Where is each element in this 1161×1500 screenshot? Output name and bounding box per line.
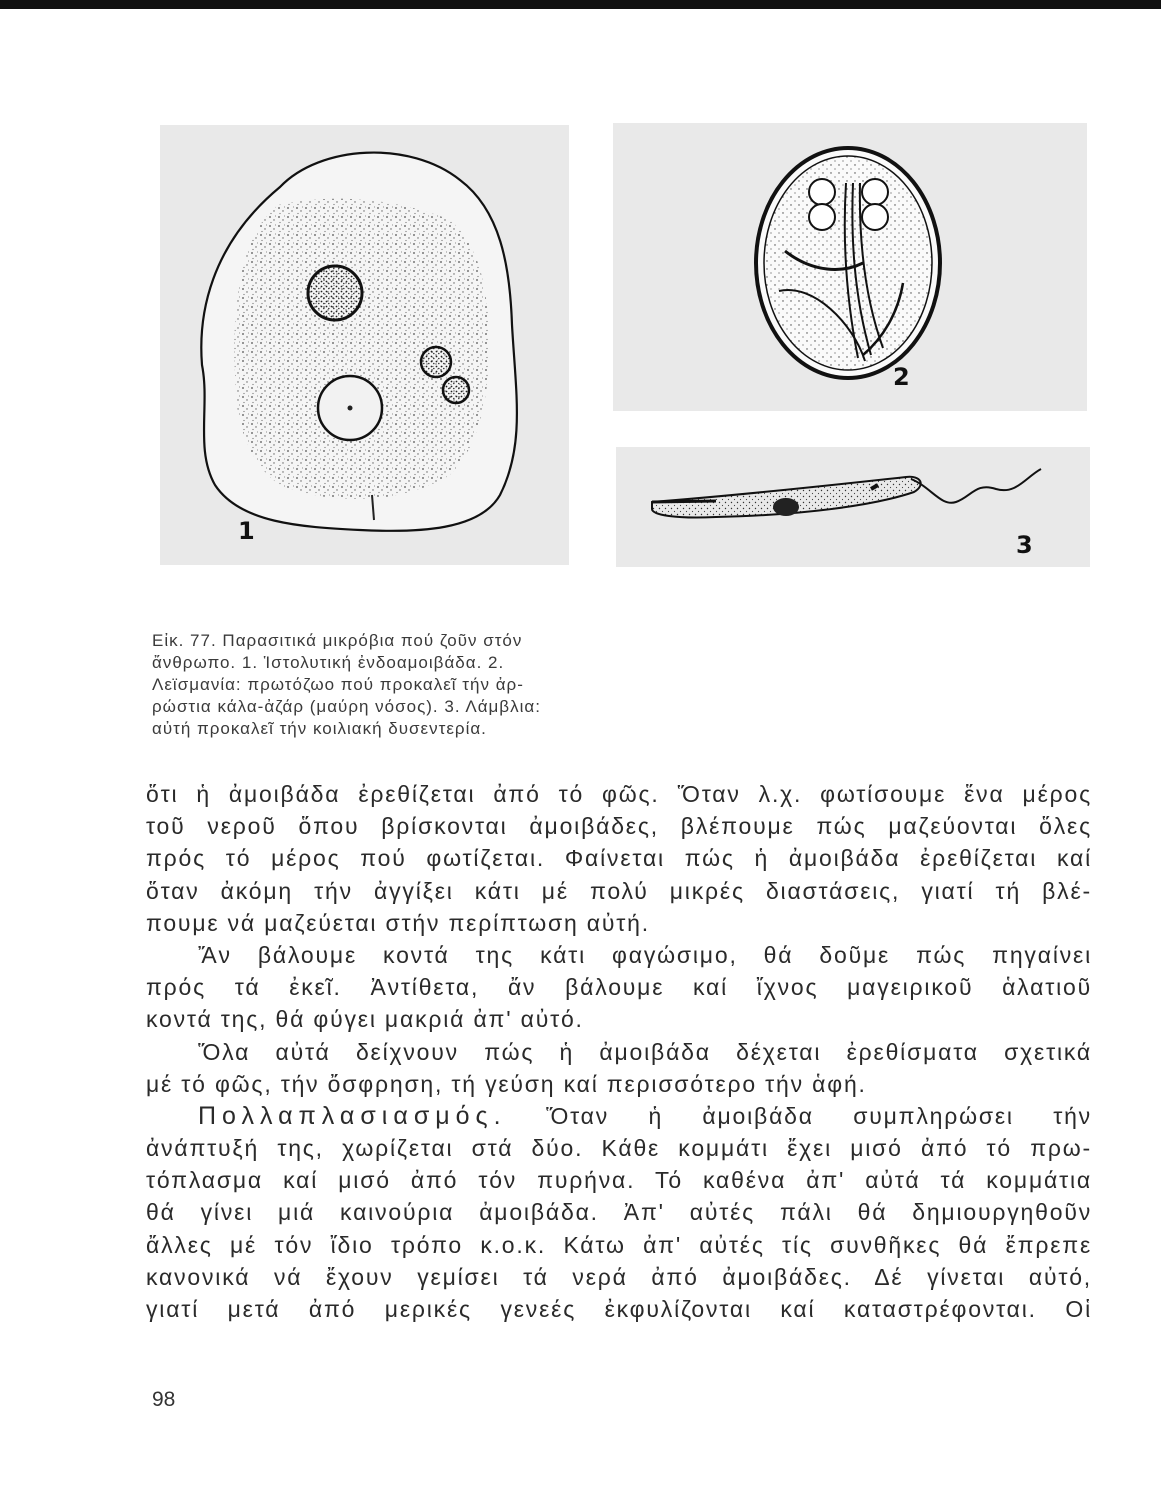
body-line: Ἄν βάλουμε κοντά της κάτι φαγώσιμο, θά δοῦμε πώς πηγαίνει xyxy=(198,941,1092,968)
caption-line: Λεϊσμανία: πρωτόζωο πού προκαλεῖ τήν ἀρ- xyxy=(152,675,524,694)
body-line: ὅτι ἡ ἀμοιβάδα ἐρεθίζεται ἀπό τό φῶς. Ὅταν λ.χ. φωτίσουμε ἕνα μέρος xyxy=(146,781,1092,807)
body-line: ἀνάπτυξή της, χωρίζεται στά δύο. Κάθε κομμάτι ἔχει μισό ἀπό τό πρω- xyxy=(146,1135,1092,1162)
amoeba-illustration xyxy=(160,125,569,565)
section-heading: Πολλαπλασιασμός. xyxy=(198,1101,507,1130)
page-number: 98 xyxy=(152,1388,176,1411)
caption-line: ἄνθρωπο. 1. Ἱστολυτική ἐνδοαμοιβάδα. 2. xyxy=(152,653,505,672)
figure-1-label: 1 xyxy=(238,517,255,545)
body-line: θά γίνει μιά καινούρια ἀμοιβάδα. Ἀπ' αὐτές πάλι θά δημιουργηθοῦν xyxy=(146,1199,1092,1226)
body-line: κοντά της, θά φύγει μακριά ἀπ' αὐτό. xyxy=(146,1006,584,1033)
body-line: Ὅλα αὐτά δείχνουν πώς ἡ ἀμοιβάδα δέχεται ἐρεθίσματα σχετικά xyxy=(198,1038,1092,1065)
body-line-rest: Ὅταν ἡ ἀμοιβάδα συμπληρώσει τήν xyxy=(545,1102,1092,1129)
figure-3-label: 3 xyxy=(1016,531,1033,559)
heading-line xyxy=(146,1100,1092,1132)
caption-line: Εἰκ. 77. Παρασιτικά μικρόβια πού ζοῦν στόν xyxy=(152,631,523,650)
figure-amoeba xyxy=(160,125,569,565)
figure-caption xyxy=(152,630,622,740)
page-top-edge xyxy=(0,0,1161,9)
body-line: τόπλασμα καί μισό ἀπό τόν πυρήνα. Τό καθένα ἀπ' αὐτά τά κομμάτια xyxy=(146,1167,1092,1194)
body-text xyxy=(146,778,1092,1325)
body-line: γιατί μετά ἀπό μερικές γενεές ἐκφυλίζονται καί καταστρέφονται. Οἱ xyxy=(146,1296,1092,1322)
body-line: πρός τά ἐκεῖ. Ἀντίθετα, ἄν βάλουμε καί ἴχνος μαγειρικοῦ ἁλατιοῦ xyxy=(146,974,1092,1001)
caption-line: αὐτή προκαλεῖ τήν κοιλιακή δυσεντερία. xyxy=(152,719,487,738)
figure-flagellate xyxy=(616,447,1090,567)
body-line: πρός τό μέρος πού φωτίζεται. Φαίνεται πώς ἡ ἀμοιβάδα ἐρεθίζεται καί xyxy=(146,845,1092,872)
caption-line: ρώστια κάλα-ἀζάρ (μαύρη νόσος). 3. Λάμβλια: xyxy=(152,697,541,716)
body-line: ἄλλες μέ τόν ἴδιο τρόπο κ.ο.κ. Κάτω ἀπ' αὐτές τίς συνθῆκες θά ἔπρεπε xyxy=(146,1231,1092,1258)
figure-2-label: 2 xyxy=(893,363,910,391)
body-line: ὅταν ἀκόμη τήν ἀγγίξει κάτι μέ πολύ μικρές διαστάσεις, γιατί τή βλέ- xyxy=(146,877,1092,904)
body-line: κανονικά νά ἔχουν γεμίσει τά νερά ἀπό ἀμοιβάδες. Δέ γίνεται αὐτό, xyxy=(146,1263,1092,1290)
body-line: τοῦ νεροῦ ὅπου βρίσκονται ἀμοιβάδες, βλέπουμε πώς μαζεύονται ὅλες xyxy=(146,813,1092,840)
cyst-illustration xyxy=(613,123,1087,411)
body-line: μέ τό φῶς, τήν ὄσφρηση, τή γεύση καί περισσότερο τήν ἁφή. xyxy=(146,1070,867,1097)
figure-cyst xyxy=(613,123,1087,411)
body-line: πουμε νά μαζεύεται στήν περίπτωση αὐτή. xyxy=(146,909,650,936)
